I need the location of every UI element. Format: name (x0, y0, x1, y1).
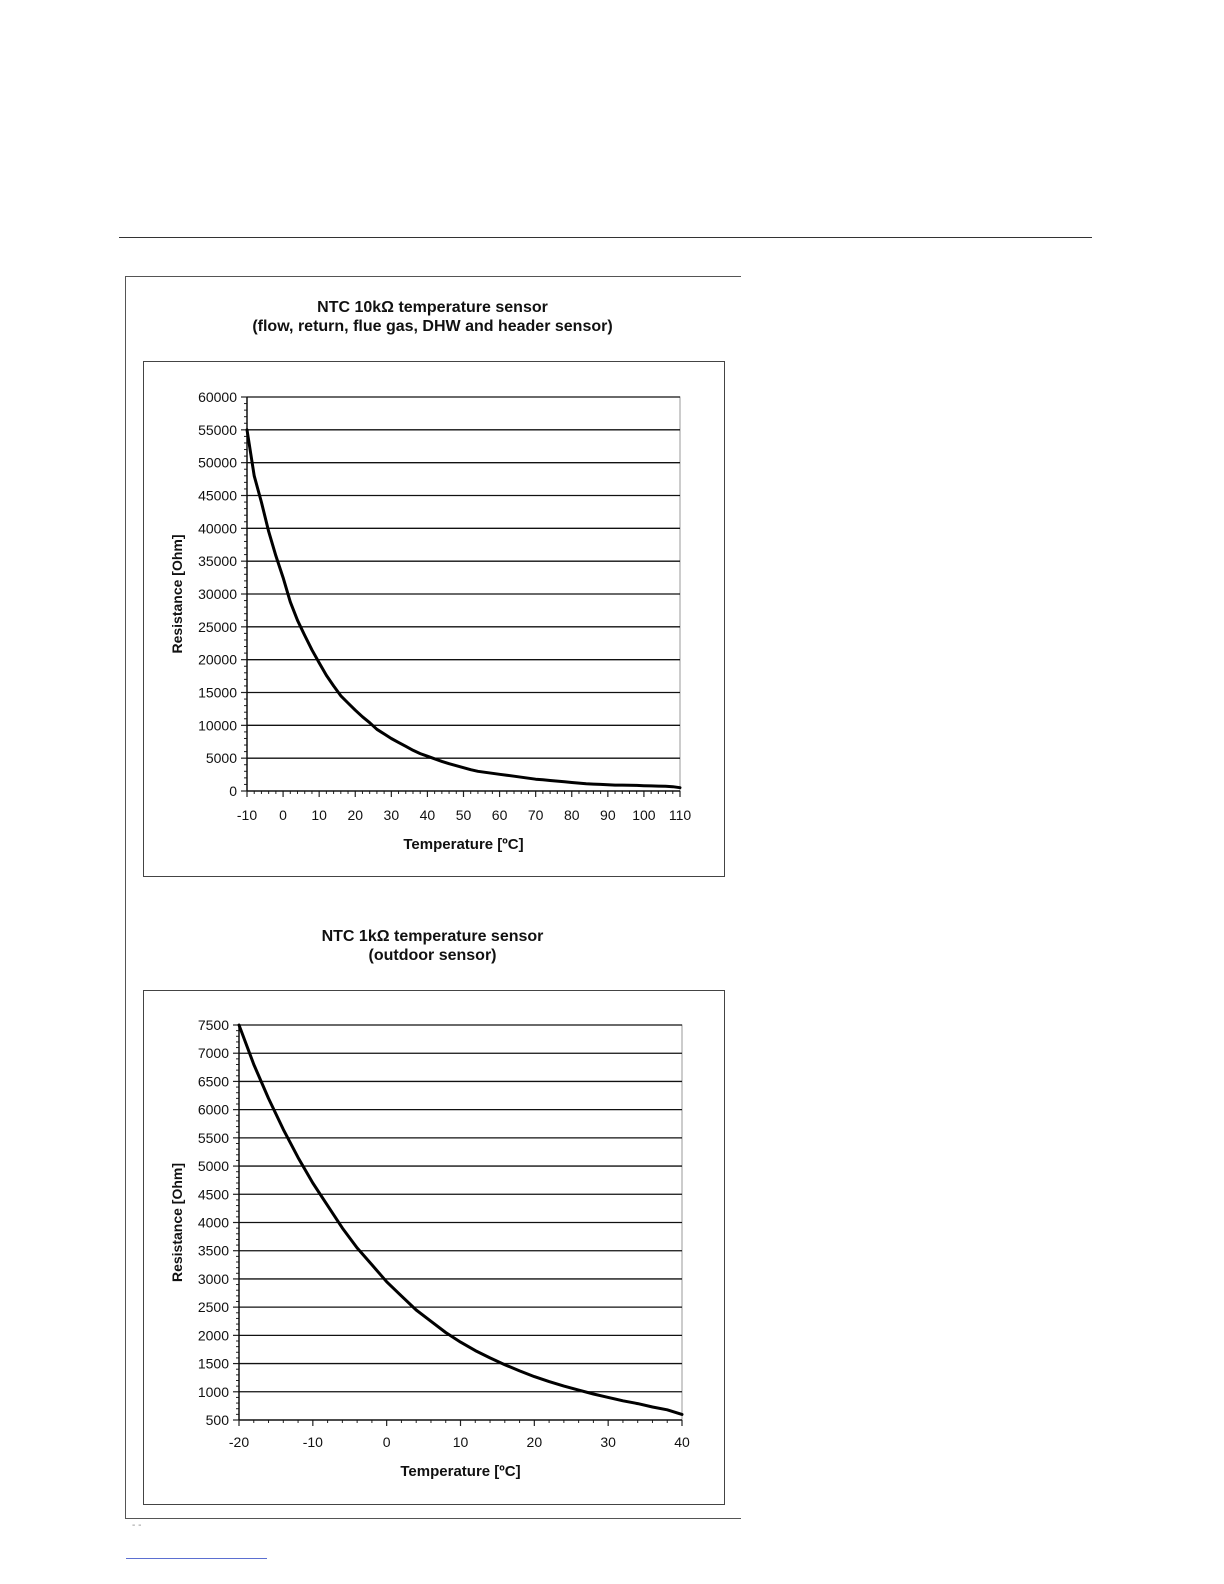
y-tick-label: 40000 (198, 520, 237, 537)
chart-1-title-block (125, 298, 740, 336)
x-tick-label: 0 (382, 1434, 391, 1450)
chart-1-panel (143, 361, 725, 877)
x-tick-label: 30 (383, 807, 400, 823)
x-tick-label: 80 (563, 807, 580, 823)
x-tick-label: 30 (600, 1434, 616, 1450)
y-tick-label: 1500 (197, 1355, 229, 1372)
x-tick-label: 70 (527, 807, 544, 823)
x-tick-label: 10 (311, 807, 327, 823)
x-axis-label: Temperature [ºC] (400, 1463, 521, 1480)
chart-1-title: NTC 10kΩ temperature sensor (317, 299, 548, 316)
y-tick-label: 0 (229, 783, 237, 799)
page-number: - - (132, 1520, 142, 1531)
y-tick-label: 55000 (198, 421, 237, 438)
y-tick-label: 1000 (197, 1383, 229, 1400)
chart-2-title-block (125, 927, 740, 965)
y-tick-label: 5000 (197, 1158, 229, 1175)
chart-1-subtitle: (flow, return, flue gas, DHW and header sensor) (252, 318, 613, 335)
y-tick-label: 5000 (205, 750, 237, 767)
y-tick-label: 7000 (197, 1045, 229, 1062)
x-tick-label: 60 (491, 807, 508, 823)
y-tick-label: 10000 (198, 717, 237, 734)
y-tick-label: 3500 (197, 1242, 229, 1259)
y-axis-label: Resistance [Ohm] (169, 1162, 185, 1283)
y-tick-label: 60000 (198, 389, 237, 405)
x-tick-label: 40 (419, 807, 436, 823)
y-tick-label: 25000 (198, 618, 237, 635)
chart-2-title: NTC 1kΩ temperature sensor (321, 928, 544, 945)
y-tick-label: 6500 (197, 1073, 229, 1090)
x-tick-label: 10 (452, 1434, 469, 1450)
x-tick-label: -10 (236, 807, 258, 823)
chart-1-plot (144, 362, 724, 876)
y-tick-label: 500 (205, 1412, 229, 1428)
x-tick-label: 20 (347, 807, 364, 823)
y-tick-label: 2000 (197, 1327, 229, 1344)
x-tick-label: 0 (279, 807, 287, 823)
x-tick-label: 90 (600, 807, 616, 823)
y-tick-label: 4500 (197, 1186, 229, 1203)
chart-2-subtitle: (outdoor sensor) (368, 947, 497, 964)
y-tick-label: 7500 (197, 1017, 229, 1033)
x-tick-label: -10 (302, 1434, 323, 1450)
y-tick-label: 50000 (198, 454, 237, 471)
x-tick-label: 20 (526, 1434, 543, 1450)
y-tick-label: 35000 (198, 553, 237, 570)
series-line (247, 430, 680, 788)
series-line (239, 1025, 682, 1414)
y-tick-label: 2500 (197, 1299, 229, 1316)
x-tick-label: -20 (228, 1434, 250, 1450)
y-tick-label: 45000 (198, 487, 237, 504)
y-tick-label: 20000 (198, 651, 237, 668)
footer-link-rule[interactable] (126, 1558, 267, 1559)
y-tick-label: 5500 (197, 1129, 229, 1146)
x-tick-label: 100 (632, 807, 656, 823)
header-rule (119, 237, 1092, 238)
y-tick-label: 3000 (197, 1270, 229, 1287)
x-tick-label: 50 (455, 807, 472, 823)
y-tick-label: 6000 (197, 1101, 229, 1118)
chart-2-panel (143, 990, 725, 1505)
x-tick-label: 110 (668, 807, 692, 823)
x-axis-label: Temperature [ºC] (403, 836, 524, 853)
y-tick-label: 30000 (198, 586, 237, 602)
y-tick-label: 4000 (197, 1214, 229, 1231)
y-axis-label: Resistance [Ohm] (169, 534, 185, 654)
y-tick-label: 15000 (198, 684, 237, 701)
chart-2-plot (144, 991, 724, 1504)
x-tick-label: 40 (674, 1434, 690, 1450)
